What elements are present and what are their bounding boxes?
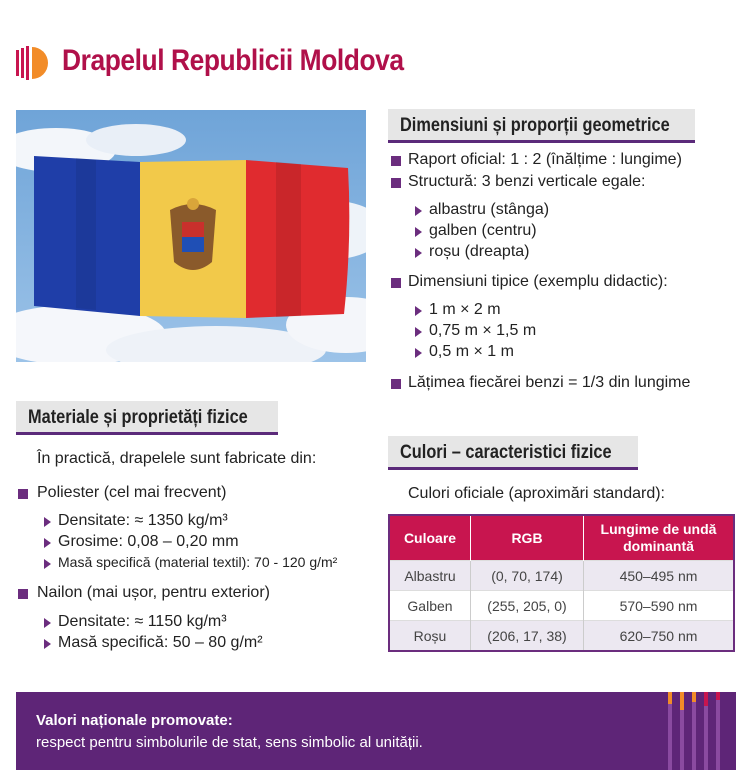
table-cell: 570–590 nm (584, 591, 735, 621)
table-cell: (0, 70, 174) (471, 561, 584, 591)
bullet-triangle-icon (415, 227, 422, 237)
dimension-typical: Dimensiuni tipice (exemplu didactic): (408, 273, 668, 290)
bullet-triangle-icon (415, 327, 422, 337)
bullet-triangle-icon (415, 206, 422, 216)
polyester-mass: Masă specifică (material textil): 70 - 120 g/m² (58, 554, 338, 570)
dimensions-heading: Dimensiuni și proporții geometrice (388, 109, 695, 143)
flag-photo (16, 110, 366, 362)
table-row (389, 591, 734, 621)
footer-banner (16, 692, 736, 770)
table-cell: 620–750 nm (584, 621, 735, 652)
decorative-bars-icon (666, 692, 736, 770)
bullet-square (391, 278, 401, 288)
colors-table (388, 514, 735, 652)
table-cell: (255, 205, 0) (471, 591, 584, 621)
column-header: Lungime de undă dominantă (584, 515, 735, 561)
polyester-thickness: Grosime: 0,08 – 0,20 mm (58, 533, 239, 550)
table-cell: Galben (389, 591, 471, 621)
bullet-triangle-icon (415, 348, 422, 358)
bullet-triangle-icon (415, 248, 422, 258)
size-item: 1 m × 2 m (429, 301, 501, 318)
polyester-density: Densitate: ≈ 1350 kg/m³ (58, 512, 228, 529)
colors-intro: Culori oficiale (aproximări standard): (408, 485, 665, 502)
table-row (389, 561, 734, 591)
table-cell: Roșu (389, 621, 471, 652)
material-nylon: Nailon (mai ușor, pentru exterior) (37, 584, 270, 601)
bullet-square (391, 156, 401, 166)
band-item: roșu (dreapta) (429, 243, 530, 260)
footer-text: respect pentru simbolurile de stat, sens simbolic al unității. (36, 734, 423, 751)
bullet-triangle-icon (44, 618, 51, 628)
size-item: 0,5 m × 1 m (429, 343, 514, 360)
table-cell: 450–495 nm (584, 561, 735, 591)
band-item: galben (centru) (429, 222, 537, 239)
bullet-square (391, 178, 401, 188)
table-cell: (206, 17, 38) (471, 621, 584, 652)
bullet-square (18, 589, 28, 599)
table-row (389, 621, 734, 652)
footer-title: Valori naționale promovate: (36, 712, 233, 729)
column-header: Culoare (389, 515, 471, 561)
coat-of-arms-icon (170, 198, 216, 270)
bullet-triangle-icon (44, 639, 51, 649)
nylon-density: Densitate: ≈ 1150 kg/m³ (58, 613, 227, 630)
table-header-row (389, 515, 734, 561)
bullet-triangle-icon (44, 517, 51, 527)
dimension-band-width: Lățimea fiecărei benzi = 1/3 din lungime (408, 374, 691, 391)
bullet-triangle-icon (415, 306, 422, 316)
band-item: albastru (stânga) (429, 201, 550, 218)
bullet-square (391, 379, 401, 389)
material-polyester: Poliester (cel mai frecvent) (37, 484, 227, 501)
bullet-triangle-icon (44, 559, 51, 569)
materials-intro: În practică, drapelele sunt fabricate din: (37, 450, 317, 467)
dimension-structure: Structură: 3 benzi verticale egale: (408, 173, 646, 190)
brand-logo-icon (16, 46, 50, 80)
materials-heading: Materiale și proprietăți fizice (16, 401, 278, 435)
size-item: 0,75 m × 1,5 m (429, 322, 537, 339)
table-cell: Albastru (389, 561, 471, 591)
bullet-square (18, 489, 28, 499)
page-title: Drapelul Republicii Moldova (62, 44, 404, 77)
nylon-mass: Masă specifică: 50 – 80 g/m² (58, 634, 263, 651)
column-header: RGB (471, 515, 584, 561)
dimension-ratio: Raport oficial: 1 : 2 (înălțime : lungime) (408, 151, 682, 168)
bullet-triangle-icon (44, 538, 51, 548)
colors-heading: Culori – caracteristici fizice (388, 436, 638, 470)
